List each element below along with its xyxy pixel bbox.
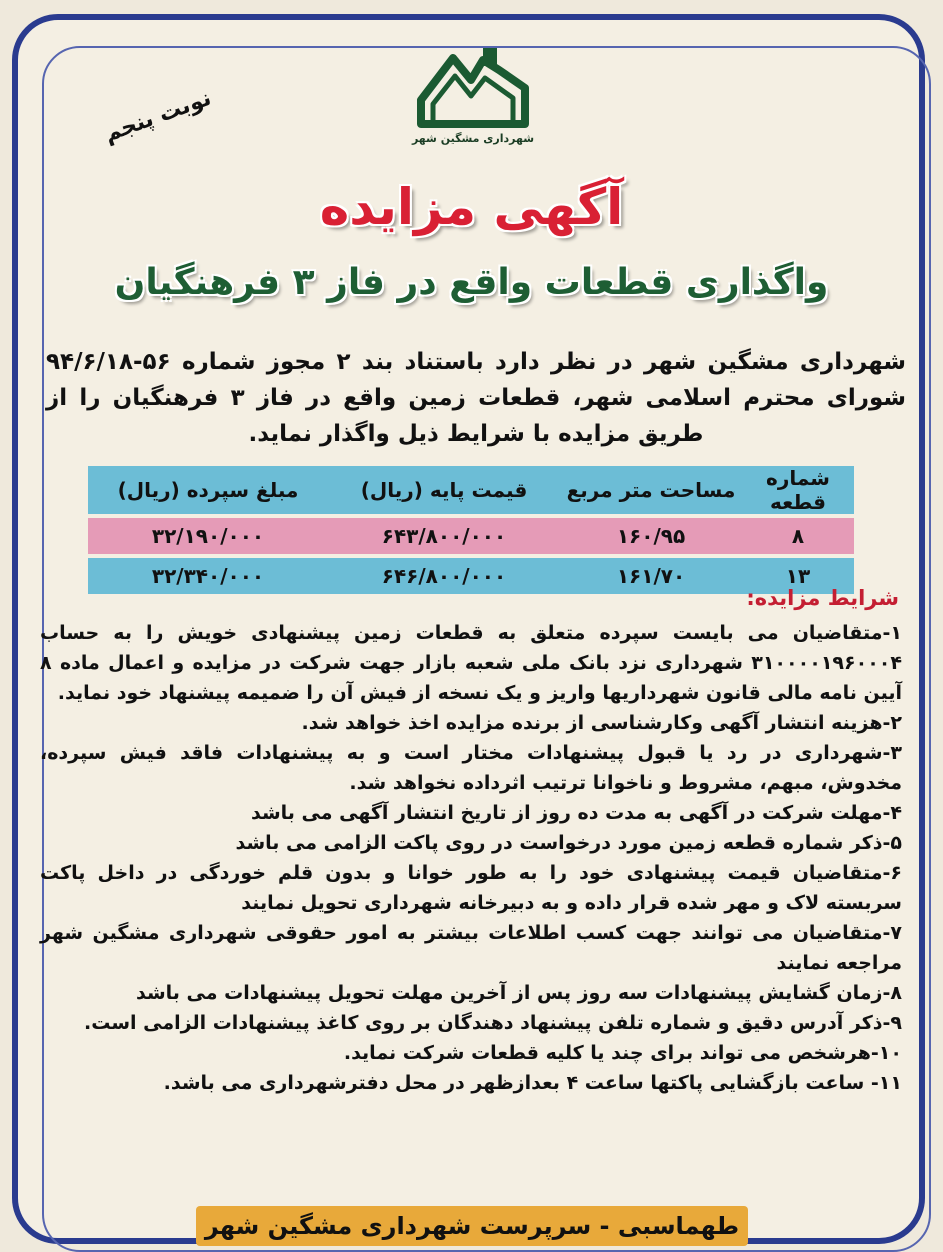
logo-caption: شهرداری مشگین شهر xyxy=(411,132,535,145)
conditions-title: شرایط مزایده: xyxy=(746,586,899,610)
condition-item: ۶-متقاضیان قیمت پیشنهادی خود را به طور خوانا و بدون قلم خوردگی در داخل پاکت سربسته لاک و مهر شده قرار داده و به دبیرخانه شهرداری تحویل نمایند xyxy=(40,862,902,914)
condition-item: ۲-هزینه انتشار آگهی وکارشناسی از برنده مزایده اخذ خواهد شد. xyxy=(301,712,902,734)
intro-paragraph: شهرداری مشگین شهر در نظر دارد باستناد بند ۲ مجوز شماره ۵۶-۹۴/۶/۱۸ شورای محترم اسلامی شهر، قطعات زمین واقع در فاز ۳ فرهنگیان را از طریق مزایده با شرایط ذیل واگذار نماید. xyxy=(46,349,906,447)
cell-deposit: ۳۲/۳۴۰/۰۰۰ xyxy=(88,558,328,594)
cell-area: ۱۶۰/۹۵ xyxy=(560,518,742,554)
round-label: نوبت پنجم xyxy=(101,85,215,148)
table-row xyxy=(88,518,854,554)
header-lot-number: شماره قطعه xyxy=(742,466,854,514)
cell-area: ۱۶۱/۷۰ xyxy=(560,558,742,594)
table-row xyxy=(88,558,854,594)
page-subtitle: واگذاری قطعات واقع در فاز ۳ فرهنگیان xyxy=(114,262,829,303)
condition-item: ۱-متقاضیان می بایست سپرده متعلق به قطعات زمین پیشنهادی خویش را به حساب ۳۱۰۰۰۰۱۹۶۰۰۰۴ شهرداری نزد بانک ملی شعبه بازار جهت شرکت در مزایده و اعمال ماده ۸ آیین نامه مالی قانون شهرداریها واریز و یک نسخه از فیش آن را ضمیمه پیشنهاد خود نماید. xyxy=(40,622,902,704)
condition-item: ۱۱- ساعت بازگشایی پاکتها ساعت ۴ بعدازظهر در محل دفترشهرداری می باشد. xyxy=(163,1072,902,1094)
conditions-list xyxy=(40,618,902,1098)
condition-item: ۴-مهلت شرکت در آگهی به مدت ده روز از تاریخ انتشار آگهی می باشد xyxy=(250,802,902,824)
header-base-price: قیمت پایه (ریال) xyxy=(328,466,560,514)
condition-item: ۹-ذکر آدرس دقیق و شماره تلفن پیشنهاد دهندگان بر روی کاغذ پیشنهادات الزامی است. xyxy=(83,1012,902,1034)
signature-footer: طهماسبی - سرپرست شهرداری مشگین شهر xyxy=(196,1206,748,1246)
condition-item: ۳-شهرداری در رد یا قبول پیشنهادات مختار است و به پیشنهادات فاقد فیش سپرده، مخدوش، مبهم، مشروط و ناخوانا ترتیب اثرداده نخواهد شد. xyxy=(40,742,902,794)
header-area: مساحت متر مربع xyxy=(560,466,742,514)
cell-base-price: ۶۴۶/۸۰۰/۰۰۰ xyxy=(328,558,560,594)
cell-deposit: ۳۲/۱۹۰/۰۰۰ xyxy=(88,518,328,554)
condition-item: ۸-زمان گشایش پیشنهادات سه روز پس از آخرین مهلت تحویل پیشنهادات می باشد xyxy=(136,982,902,1004)
page-title: آگهی مزایده xyxy=(319,178,624,236)
condition-item: ۵-ذکر شماره قطعه زمین مورد درخواست در روی پاکت الزامی می باشد xyxy=(235,832,902,854)
table-header-row xyxy=(88,466,854,514)
cell-lot-number: ۱۳ xyxy=(742,558,854,594)
mountain-logo-icon xyxy=(413,40,533,130)
header-deposit: مبلغ سپرده (ریال) xyxy=(88,466,328,514)
condition-item: ۱۰-هرشخص می تواند برای چند یا کلیه قطعات شرکت نماید. xyxy=(343,1042,902,1064)
lots-table xyxy=(88,462,854,598)
municipality-logo xyxy=(398,40,548,160)
cell-lot-number: ۸ xyxy=(742,518,854,554)
condition-item: ۷-متقاضیان می توانند جهت کسب اطلاعات بیشتر به امور حقوقی شهرداری مشگین شهر مراجعه نمایند xyxy=(40,922,902,974)
cell-base-price: ۶۴۳/۸۰۰/۰۰۰ xyxy=(328,518,560,554)
